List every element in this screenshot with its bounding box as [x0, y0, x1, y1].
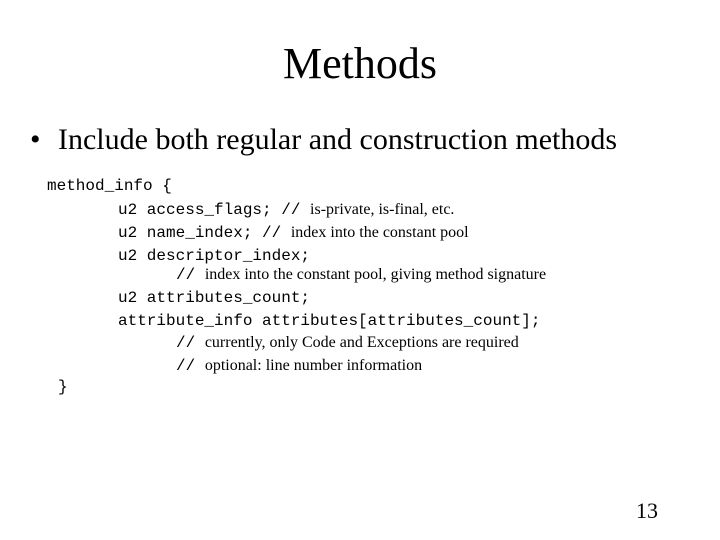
- code-comment: index into the constant pool: [290, 224, 469, 241]
- code-line-2: [118, 199, 454, 221]
- code-comment: optional: line number information: [204, 357, 423, 374]
- code-text: //: [176, 357, 205, 375]
- code-line-3: [118, 222, 469, 244]
- code-line-7: attribute_info attributes[attributes_count];: [118, 312, 541, 330]
- code-line-1: method_info {: [47, 177, 172, 195]
- code-line-10: }: [58, 378, 68, 396]
- bullet-item: [30, 120, 617, 160]
- slide-title: Methods: [283, 39, 437, 88]
- page-number: 13: [636, 498, 658, 523]
- bullet-text: Include both regular and construction methods: [58, 123, 618, 156]
- code-line-8: [176, 332, 519, 354]
- code-line-9: [176, 355, 422, 377]
- code-line-4: u2 descriptor_index;: [118, 247, 311, 265]
- code-text: //: [176, 266, 205, 284]
- code-text: //: [176, 334, 205, 352]
- code-comment: index into the constant pool, giving method signature: [204, 266, 547, 283]
- code-comment: currently, only Code and Exceptions are required: [204, 334, 519, 351]
- code-text: u2 access_flags; //: [118, 201, 311, 219]
- code-line-6: u2 attributes_count;: [118, 289, 311, 307]
- bullet-point-icon: •: [30, 123, 41, 156]
- code-text: u2 name_index; //: [118, 224, 291, 242]
- code-comment: is-private, is-final, etc.: [310, 201, 455, 218]
- code-line-5: [176, 264, 546, 286]
